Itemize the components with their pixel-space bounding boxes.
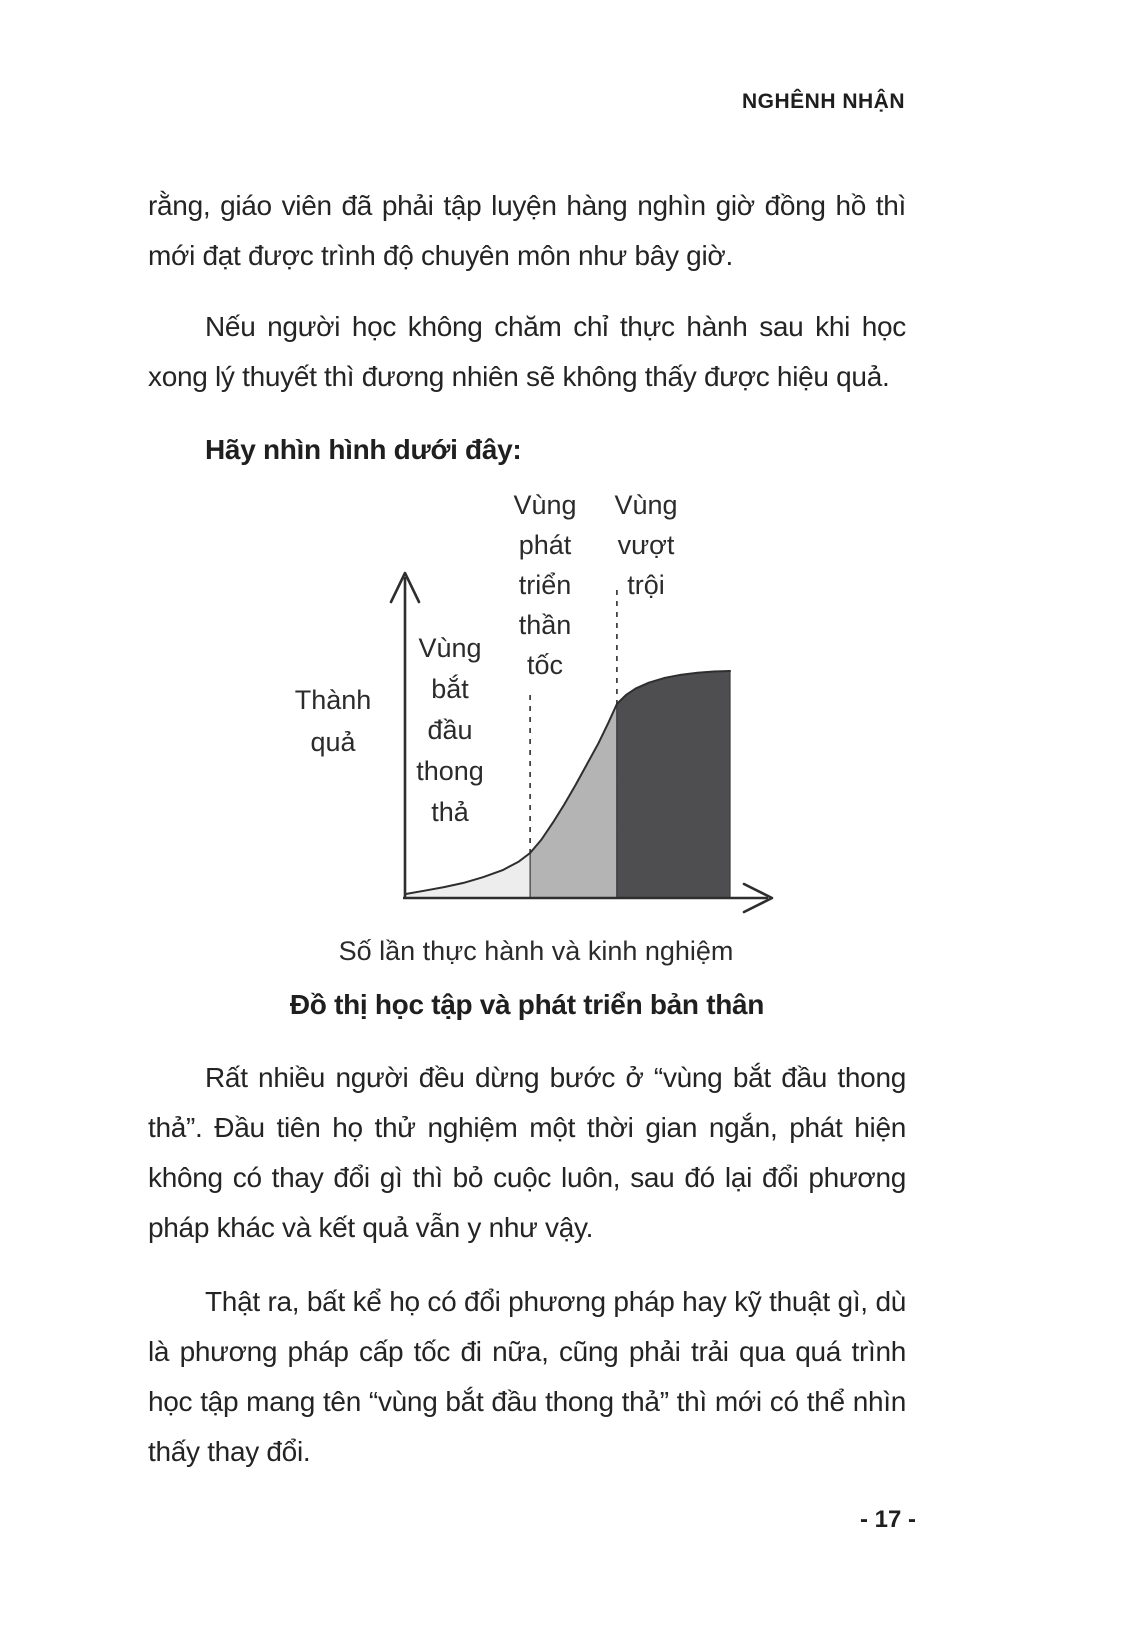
zone-area-3	[617, 671, 730, 898]
paragraph: Thật ra, bất kể họ có đổi phương pháp hay kỹ thuật gì, dù là phương pháp cấp tốc đi nữa, cũng phải trải qua quá trình học tập mang tên “vùng bắt đầu thong thả” thì mới có thể nhìn thấy thay đổi.	[148, 1286, 906, 1467]
page-number: - 17 -	[859, 1506, 916, 1533]
running-header: NGHÊNH NHẬN	[742, 90, 905, 113]
paragraph: Rất nhiều người đều dừng bước ở “vùng bắt đầu thong thả”. Đầu tiên họ thử nghiệm một thời gian ngắn, phát hiện không có thay đổi gì thì bỏ cuộc luôn, sau đó lại đổi phương pháp khác và kết quả vẫn y như vậy.	[148, 1062, 906, 1243]
zone-label-2: Vùng phát triển thần tốc	[513, 490, 577, 680]
y-axis-label: Thành quả	[294, 685, 372, 757]
x-axis-label: Số lần thực hành và kinh nghiệm	[338, 936, 734, 966]
zone-label-1: Vùng bắt đầu thong thả	[416, 633, 484, 827]
paragraph: Nếu người học không chăm chỉ thực hành sau khi học xong lý thuyết thì đương nhiên sẽ không thấy được hiệu quả.	[148, 311, 906, 392]
learning-curve-chart	[280, 480, 820, 990]
figure-intro-heading: Hãy nhìn hình dưới đây:	[205, 434, 522, 465]
zone-label-3: Vùng vượt trội	[614, 490, 678, 600]
paragraph-continued: rằng, giáo viên đã phải tập luyện hàng nghìn giờ đồng hồ thì mới đạt được trình độ chuyên môn như bây giờ.	[148, 190, 906, 271]
chart-caption: Đồ thị học tập và phát triển bản thân	[289, 989, 765, 1020]
